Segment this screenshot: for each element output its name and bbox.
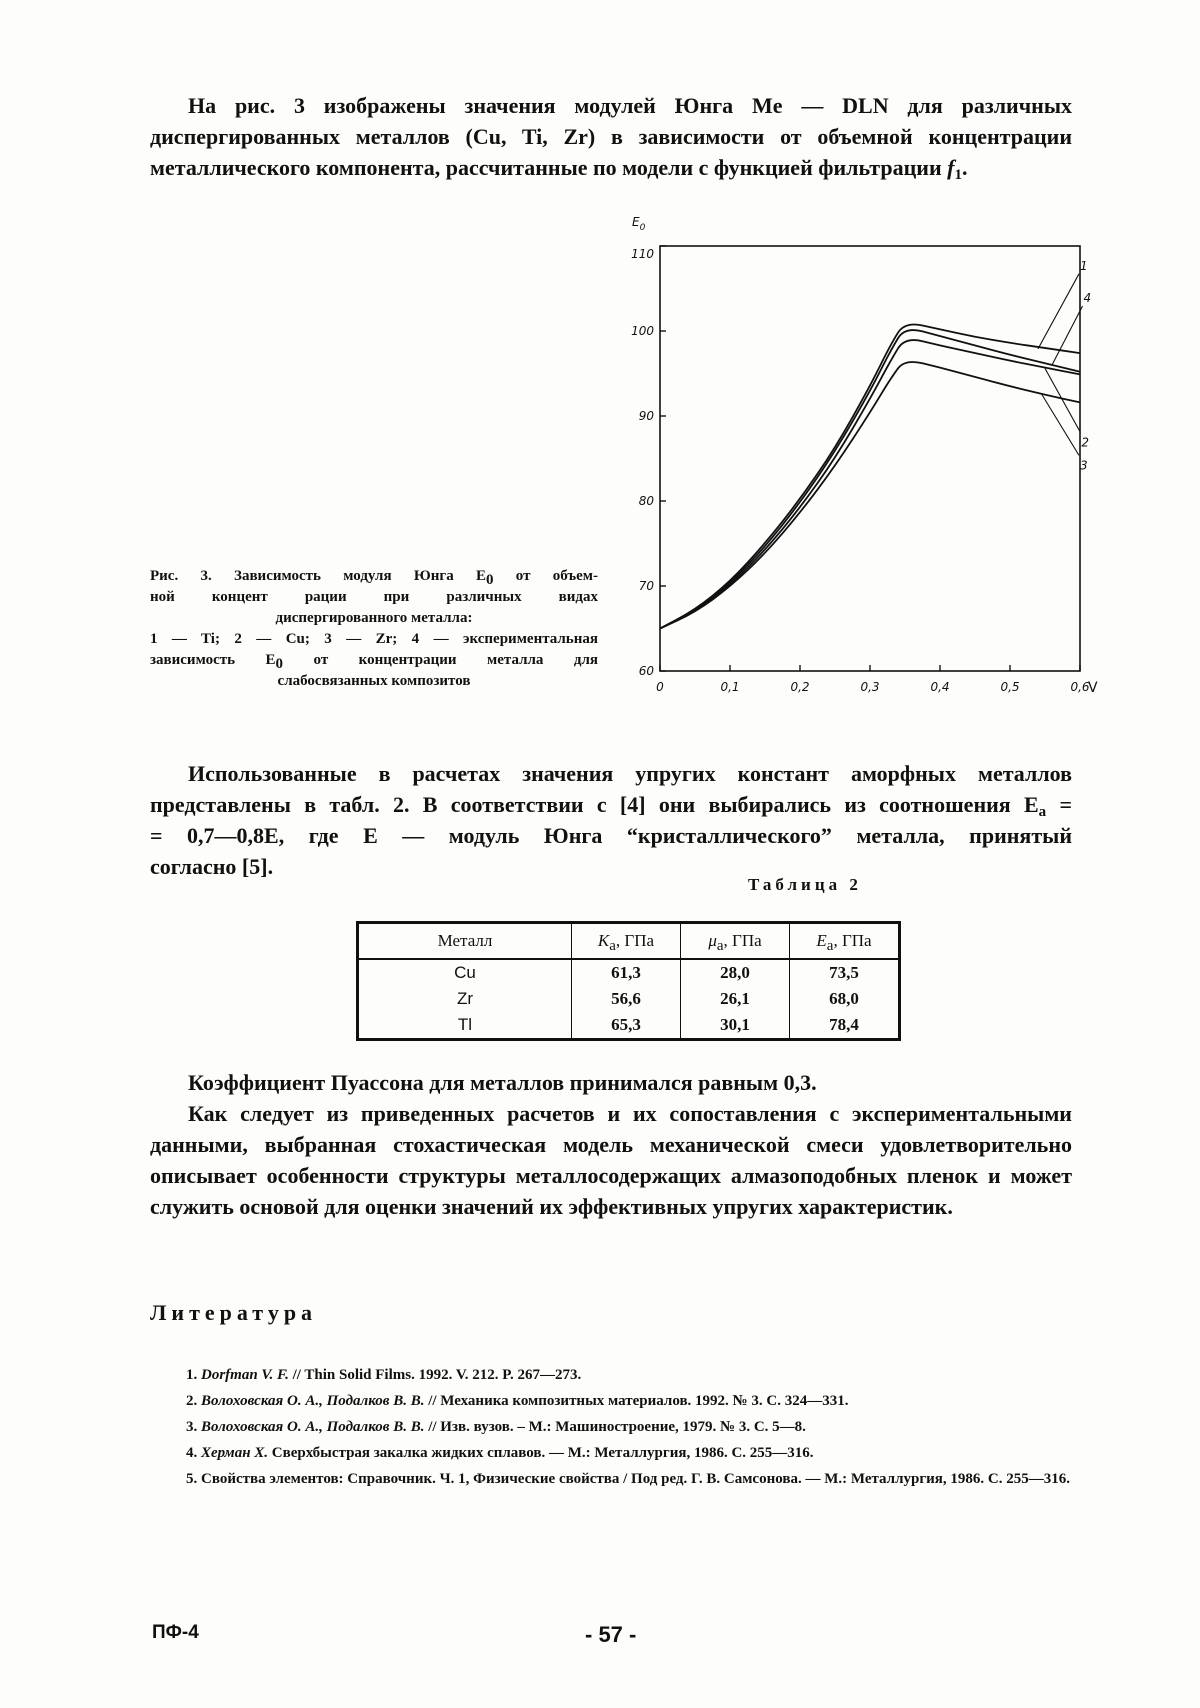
reference-item: 3. Волоховская О. А., Подалков В. В. // Изв. вузов. – М.: Машиностроение, 1979. № 3. С. 5—8. — [186, 1419, 806, 1435]
cell-mu: 26,1 — [681, 986, 790, 1012]
caption-line-3: диспергированного металла: — [275, 610, 473, 626]
x-tick-label: 0,1 — [720, 680, 740, 694]
caption-line-5: зависимость E — [150, 652, 276, 668]
header-mu: $\mu_a$, ГПа — [681, 923, 790, 960]
paragraph-4: Как следует из приведенных расчетов и их сопоставления с экспериментальными данными, выбранная стохастическая модель механической смеси удовлетворительно описывает особенности структуры металлосодержащих алмазоподобных пленок и может служить основой для оценки значений их эффективных упругих характеристик. — [150, 1101, 1072, 1219]
caption-line-1: Рис. 3. Зависимость модуля Юнга E — [150, 568, 486, 584]
data-table — [356, 921, 901, 1041]
cell-k: 65,3 — [572, 1012, 681, 1040]
cell-metal: Zr — [358, 986, 572, 1012]
intro-paragraph — [150, 90, 1072, 183]
caption-line-5-end: от концентрации металла для — [283, 652, 599, 668]
table-title: Таблица 2 — [748, 875, 862, 894]
caption-line-5-sub: 0 — [275, 656, 284, 672]
caption-line-1-wrap — [150, 566, 598, 587]
paragraph-2 — [150, 758, 1072, 882]
annotation-label: 1 — [1080, 258, 1088, 273]
header-metal: Металл — [358, 923, 572, 960]
reference-item: 2. Волоховская О. А., Подалков В. В. // Механика композитных материалов. 1992. № 3. С. 324—331. — [186, 1393, 849, 1409]
series-line-1 — [660, 324, 1080, 628]
y-tick-label: 70 — [638, 579, 654, 593]
y-tick-label: 100 — [631, 324, 654, 338]
header-e: $E_a$, ГПа — [790, 923, 900, 960]
table-row — [358, 959, 900, 986]
y-tick-label: 60 — [638, 664, 654, 678]
intro-symbol-f: f — [947, 155, 955, 180]
x-tick-label: 0,4 — [930, 680, 950, 694]
x-tick-label: 0 — [656, 680, 664, 694]
caption-line-4: 1 — Ti; 2 — Cu; 3 — Zr; 4 — экспериментальная — [150, 631, 598, 647]
cell-metal: Tl — [358, 1012, 572, 1040]
annotation-leader — [1038, 274, 1079, 349]
table-row — [358, 986, 900, 1012]
series-line-4 — [660, 330, 1080, 628]
p2-line-1: Использованные в расчетах значения упругих констант аморфных металлов — [188, 761, 1072, 786]
reference-item: 5. Свойства элементов: Справочник. Ч. 1, Физические свойства / Под ред. Г. В. Самсонова. — М.: Металлургия, 1986. С. 255—316. — [186, 1471, 1070, 1487]
cell-k: 61,3 — [572, 959, 681, 986]
plot-frame — [660, 246, 1080, 671]
caption-line-1-end: от объем- — [493, 568, 598, 584]
chart-axes — [660, 246, 1080, 671]
reference-item: 4. Херман Х. Сверхбыстрая закалка жидких сплавов. — М.: Металлургия, 1986. С. 255—316. — [186, 1445, 814, 1461]
cell-metal: Cu — [358, 959, 572, 986]
literature-title: Литература — [150, 1300, 318, 1325]
table-row — [358, 1012, 900, 1040]
y-tick-label: 80 — [638, 494, 654, 508]
reference-list — [150, 1362, 1072, 1492]
series-annotations — [1038, 259, 1091, 473]
p2-line-2: представлены в табл. 2. В соответствии с [4] они выбирались из соотношения E — [150, 792, 1039, 817]
x-tick-label: 0,5 — [1000, 680, 1020, 694]
cell-e: 73,5 — [790, 959, 900, 986]
table-header-row — [358, 923, 900, 960]
cell-mu: 28,0 — [681, 959, 790, 986]
caption-line-2: ной концент рации при различных видах — [150, 589, 598, 605]
paragraph-3: Коэффициент Пуассона для металлов принимался равным 0,3. — [188, 1070, 817, 1095]
intro-line-3: металлического компонента, рассчитанные по модели с функцией фильтрации — [150, 155, 942, 180]
annotation-leader — [1045, 368, 1080, 432]
y-axis-label: $E_0$ — [632, 215, 646, 233]
p2-line-2-end: = — [1046, 792, 1072, 817]
caption-line-5-wrap — [150, 650, 598, 671]
y-tick-label: 90 — [638, 409, 654, 423]
cell-e: 68,0 — [790, 986, 900, 1012]
p2-line-2-wrap — [150, 789, 1072, 820]
intro-line-3-wrap — [150, 152, 1072, 183]
x-tick-label: 0,2 — [790, 680, 810, 694]
intro-symbol-sub: 1 — [954, 167, 962, 183]
figure-caption — [150, 566, 598, 692]
intro-line-3-end: . — [961, 155, 968, 180]
header-k: $K_a$, ГПа — [572, 923, 681, 960]
caption-line-6: слабосвязанных композитов — [277, 673, 471, 689]
annotation-label: 4 — [1083, 291, 1092, 306]
intro-line-2: диспергированных металлов (Cu, Ti, Zr) в зависимости от объемной концентрации — [150, 124, 1072, 149]
footer-code: ПФ-4 — [152, 1622, 199, 1643]
figure-3-chart — [620, 210, 1098, 720]
intro-line-1: На рис. 3 изображены значения модулей Юнга Me — DLN для различных — [188, 93, 1072, 118]
p2-line-3: = 0,7—0,8E, где E — модуль Юнга “кристаллического” металла, принятый — [150, 823, 1072, 848]
p2-line-4: согласно [5]. — [150, 854, 274, 879]
cell-e: 78,4 — [790, 1012, 900, 1040]
y-tick-label: 110 — [631, 247, 654, 261]
annotation-leader — [1042, 394, 1080, 455]
x-tick-label: 0,3 — [860, 680, 880, 694]
x-tick-label: 0,6 — [1070, 680, 1090, 694]
cell-mu: 30,1 — [681, 1012, 790, 1040]
caption-line-1-sub: 0 — [486, 572, 494, 588]
x-axis-ticks — [656, 665, 1090, 694]
x-axis-label: V — [1088, 680, 1098, 696]
annotation-label: 2 — [1081, 435, 1090, 450]
page-number: - 57 - — [585, 1622, 637, 1647]
table-2 — [356, 921, 901, 1041]
reference-item: 1. Dorfman V. F. // Thin Solid Films. 1992. V. 212. P. 267—273. — [186, 1367, 582, 1383]
cell-k: 56,6 — [572, 986, 681, 1012]
p2-line-2-sub: a — [1038, 804, 1047, 820]
series-line-2 — [660, 340, 1080, 628]
chart-series — [660, 324, 1080, 628]
annotation-label: 3 — [1080, 458, 1088, 473]
